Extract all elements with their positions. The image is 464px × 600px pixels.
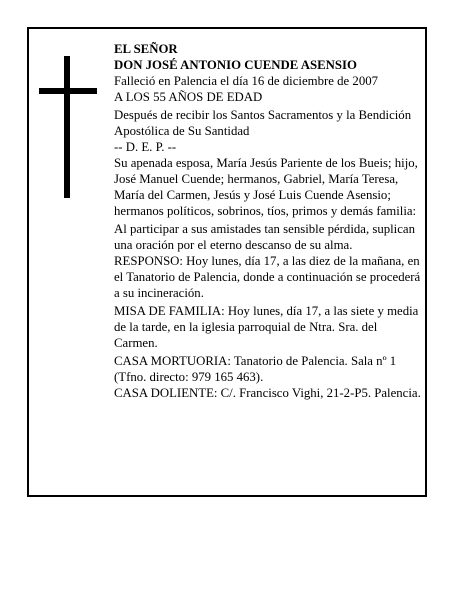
cross-horizontal-bar (39, 88, 97, 94)
sacraments-line: Después de recibir los Santos Sacramentos y la Bendición Apostólica de Su Santidad (114, 108, 412, 138)
title-line-1: EL SEÑOR (114, 42, 178, 56)
mourning-home-paragraph: CASA DOLIENTE: C/. Francisco Vighi, 21-2-P5. Palencia. (114, 386, 421, 400)
cross-vertical-bar (64, 56, 70, 198)
request-paragraph: Al participar a sus amistades tan sensible pérdida, suplican una oración por el eterno descanso de su alma. (114, 222, 415, 252)
deceased-name: DON JOSÉ ANTONIO CUENDE ASENSIO (114, 58, 357, 72)
age-line: A LOS 55 AÑOS DE EDAD (114, 90, 263, 104)
family-paragraph: Su apenada esposa, María Jesús Pariente de los Bueis; hijo, José Manuel Cuende; hermanos, Gabriel, María Teresa, María del Carmen, Jesús y José Luis Cuende Asensio; hermanos políticos, sobrinos, tíos, primos y demás familia: (114, 156, 418, 218)
death-info: Falleció en Palencia el día 16 de diciembre de 2007 (114, 74, 379, 88)
mortuary-paragraph: CASA MORTUORIA: Tanatorio de Palencia. Sala nº 1 (Tfno. directo: 979 165 463). (114, 354, 397, 384)
obituary-notice (27, 27, 427, 497)
responso-paragraph: RESPONSO: Hoy lunes, día 17, a las diez de la mañana, en el Tanatorio de Palencia, donde a continuación se procederá a su incineración. (114, 254, 421, 300)
mass-paragraph: MISA DE FAMILIA: Hoy lunes, día 17, a las siete y media de la tarde, en la iglesia parroquial de Ntra. Sra. del Carmen. (114, 304, 419, 350)
rip-line: -- D. E. P. -- (114, 140, 177, 154)
latin-cross-icon (39, 56, 97, 198)
notice-text (114, 41, 422, 401)
